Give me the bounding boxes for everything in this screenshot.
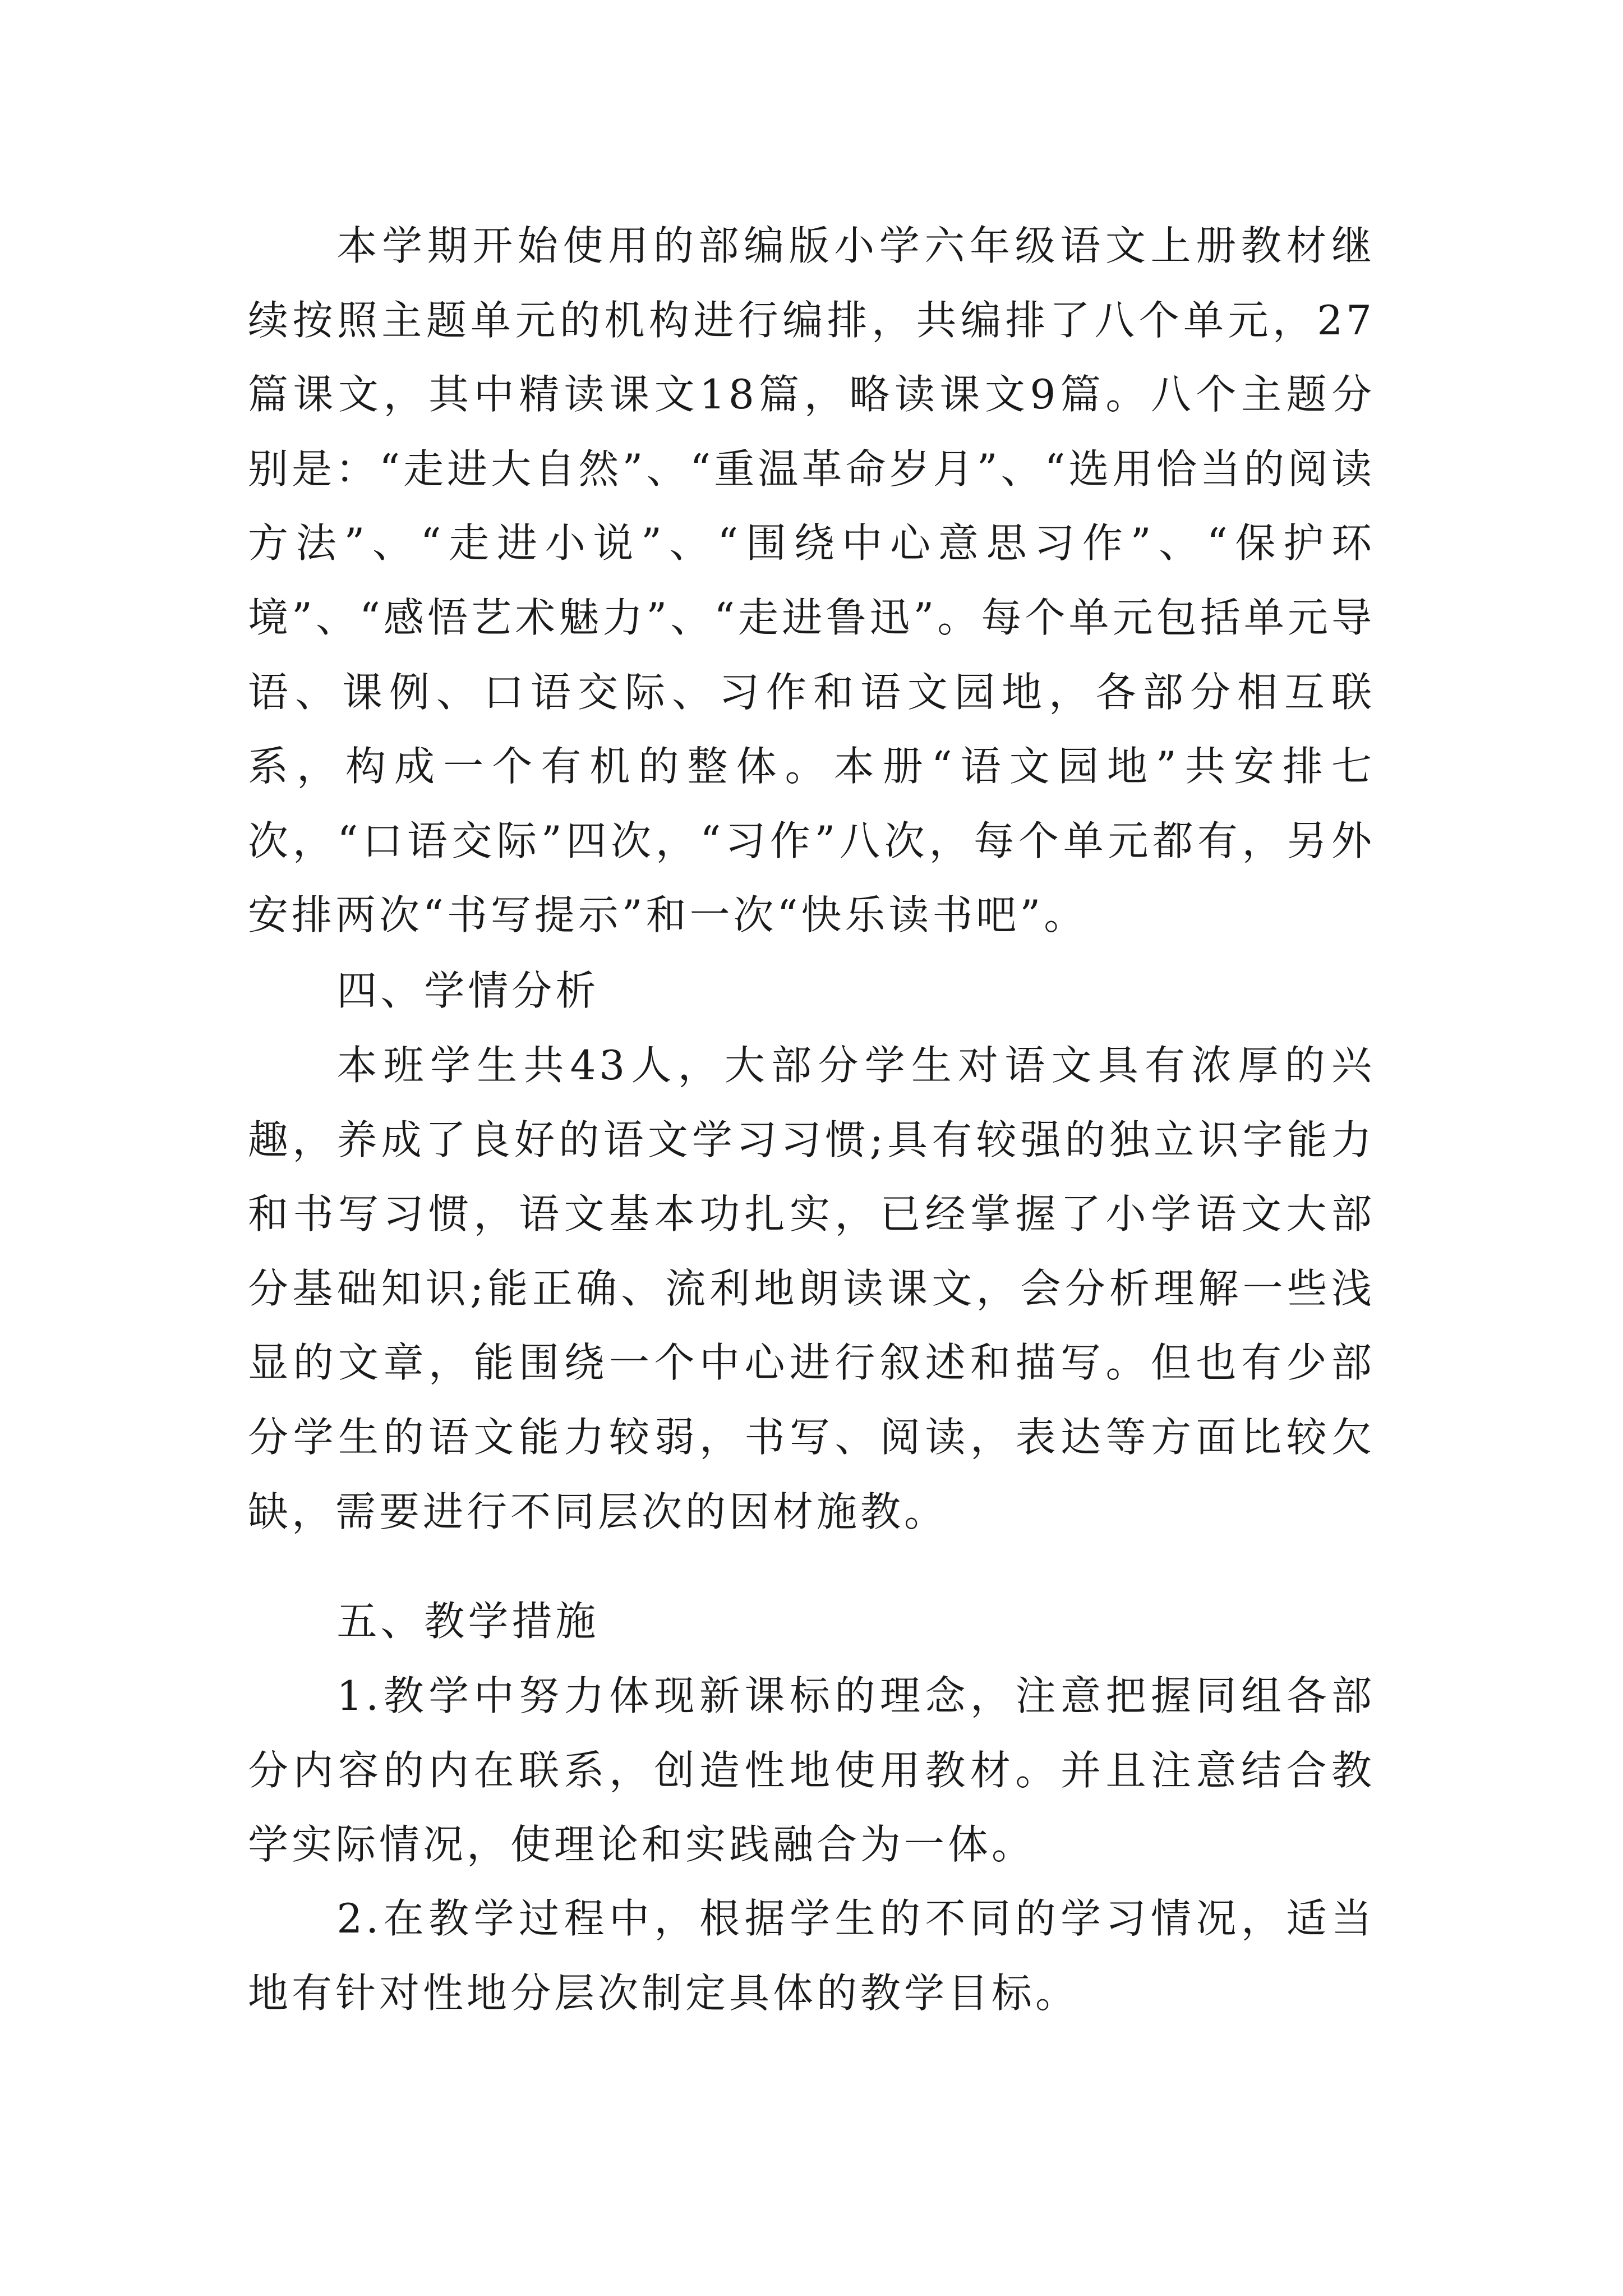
section-heading-teaching-measures: 五、教学措施 (336, 1598, 600, 1645)
section-heading-student-analysis: 四、学情分析 (336, 967, 600, 1014)
measure-1-paragraph (248, 1659, 1375, 1882)
measure-2-paragraph (248, 1881, 1375, 2030)
textbook-paragraph-text: 本学期开始使用的部编版小学六年级语文上册教材继续按照主题单元的机构进行编排，共编排了八个单元，27篇课文，其中精读课文18篇，略读课文9篇。八个主题分别是：“走进大自然”、“重温革命岁月”、“选用恰当的阅读方法”、“走进小说”、“围绕中心意思习作”、“保护环境”、“感悟艺术魅力”、“走进鲁迅”。每个单元包括单元导语、课例、口语交际、习作和语文园地，各部分相互联系，构成一个有机的整体。本册“语文园地”共安排七次，“口语交际”四次，“习作”八次，每个单元都有，另外安排两次“书写提示”和一次“快乐读书吧”。 (248, 222, 1375, 939)
measure-1-text: 1.教学中努力体现新课标的理念，注意把握同组各部分内容的内在联系，创造性地使用教材。并且注意结合教学实际情况，使理论和实践融合为一体。 (248, 1672, 1375, 1869)
textbook-paragraph (248, 209, 1375, 953)
measure-2-text: 2.在教学过程中，根据学生的不同的学习情况，适当地有针对性地分层次制定具体的教学目标。 (248, 1895, 1375, 2017)
students-paragraph-text: 本班学生共43人，大部分学生对语文具有浓厚的兴趣，养成了良好的语文学习习惯;具有较强的独立识字能力和书写习惯，语文基本功扎实，已经掌握了小学语文大部分基础知识;能正确、流利地朗读课文，会分析理解一些浅显的文章，能围绕一个中心进行叙述和描写。但也有少部分学生的语文能力较弱，书写、阅读，表达等方面比较欠缺，需要进行不同层次的因材施教。 (248, 1042, 1375, 1535)
students-paragraph (248, 1028, 1375, 1549)
